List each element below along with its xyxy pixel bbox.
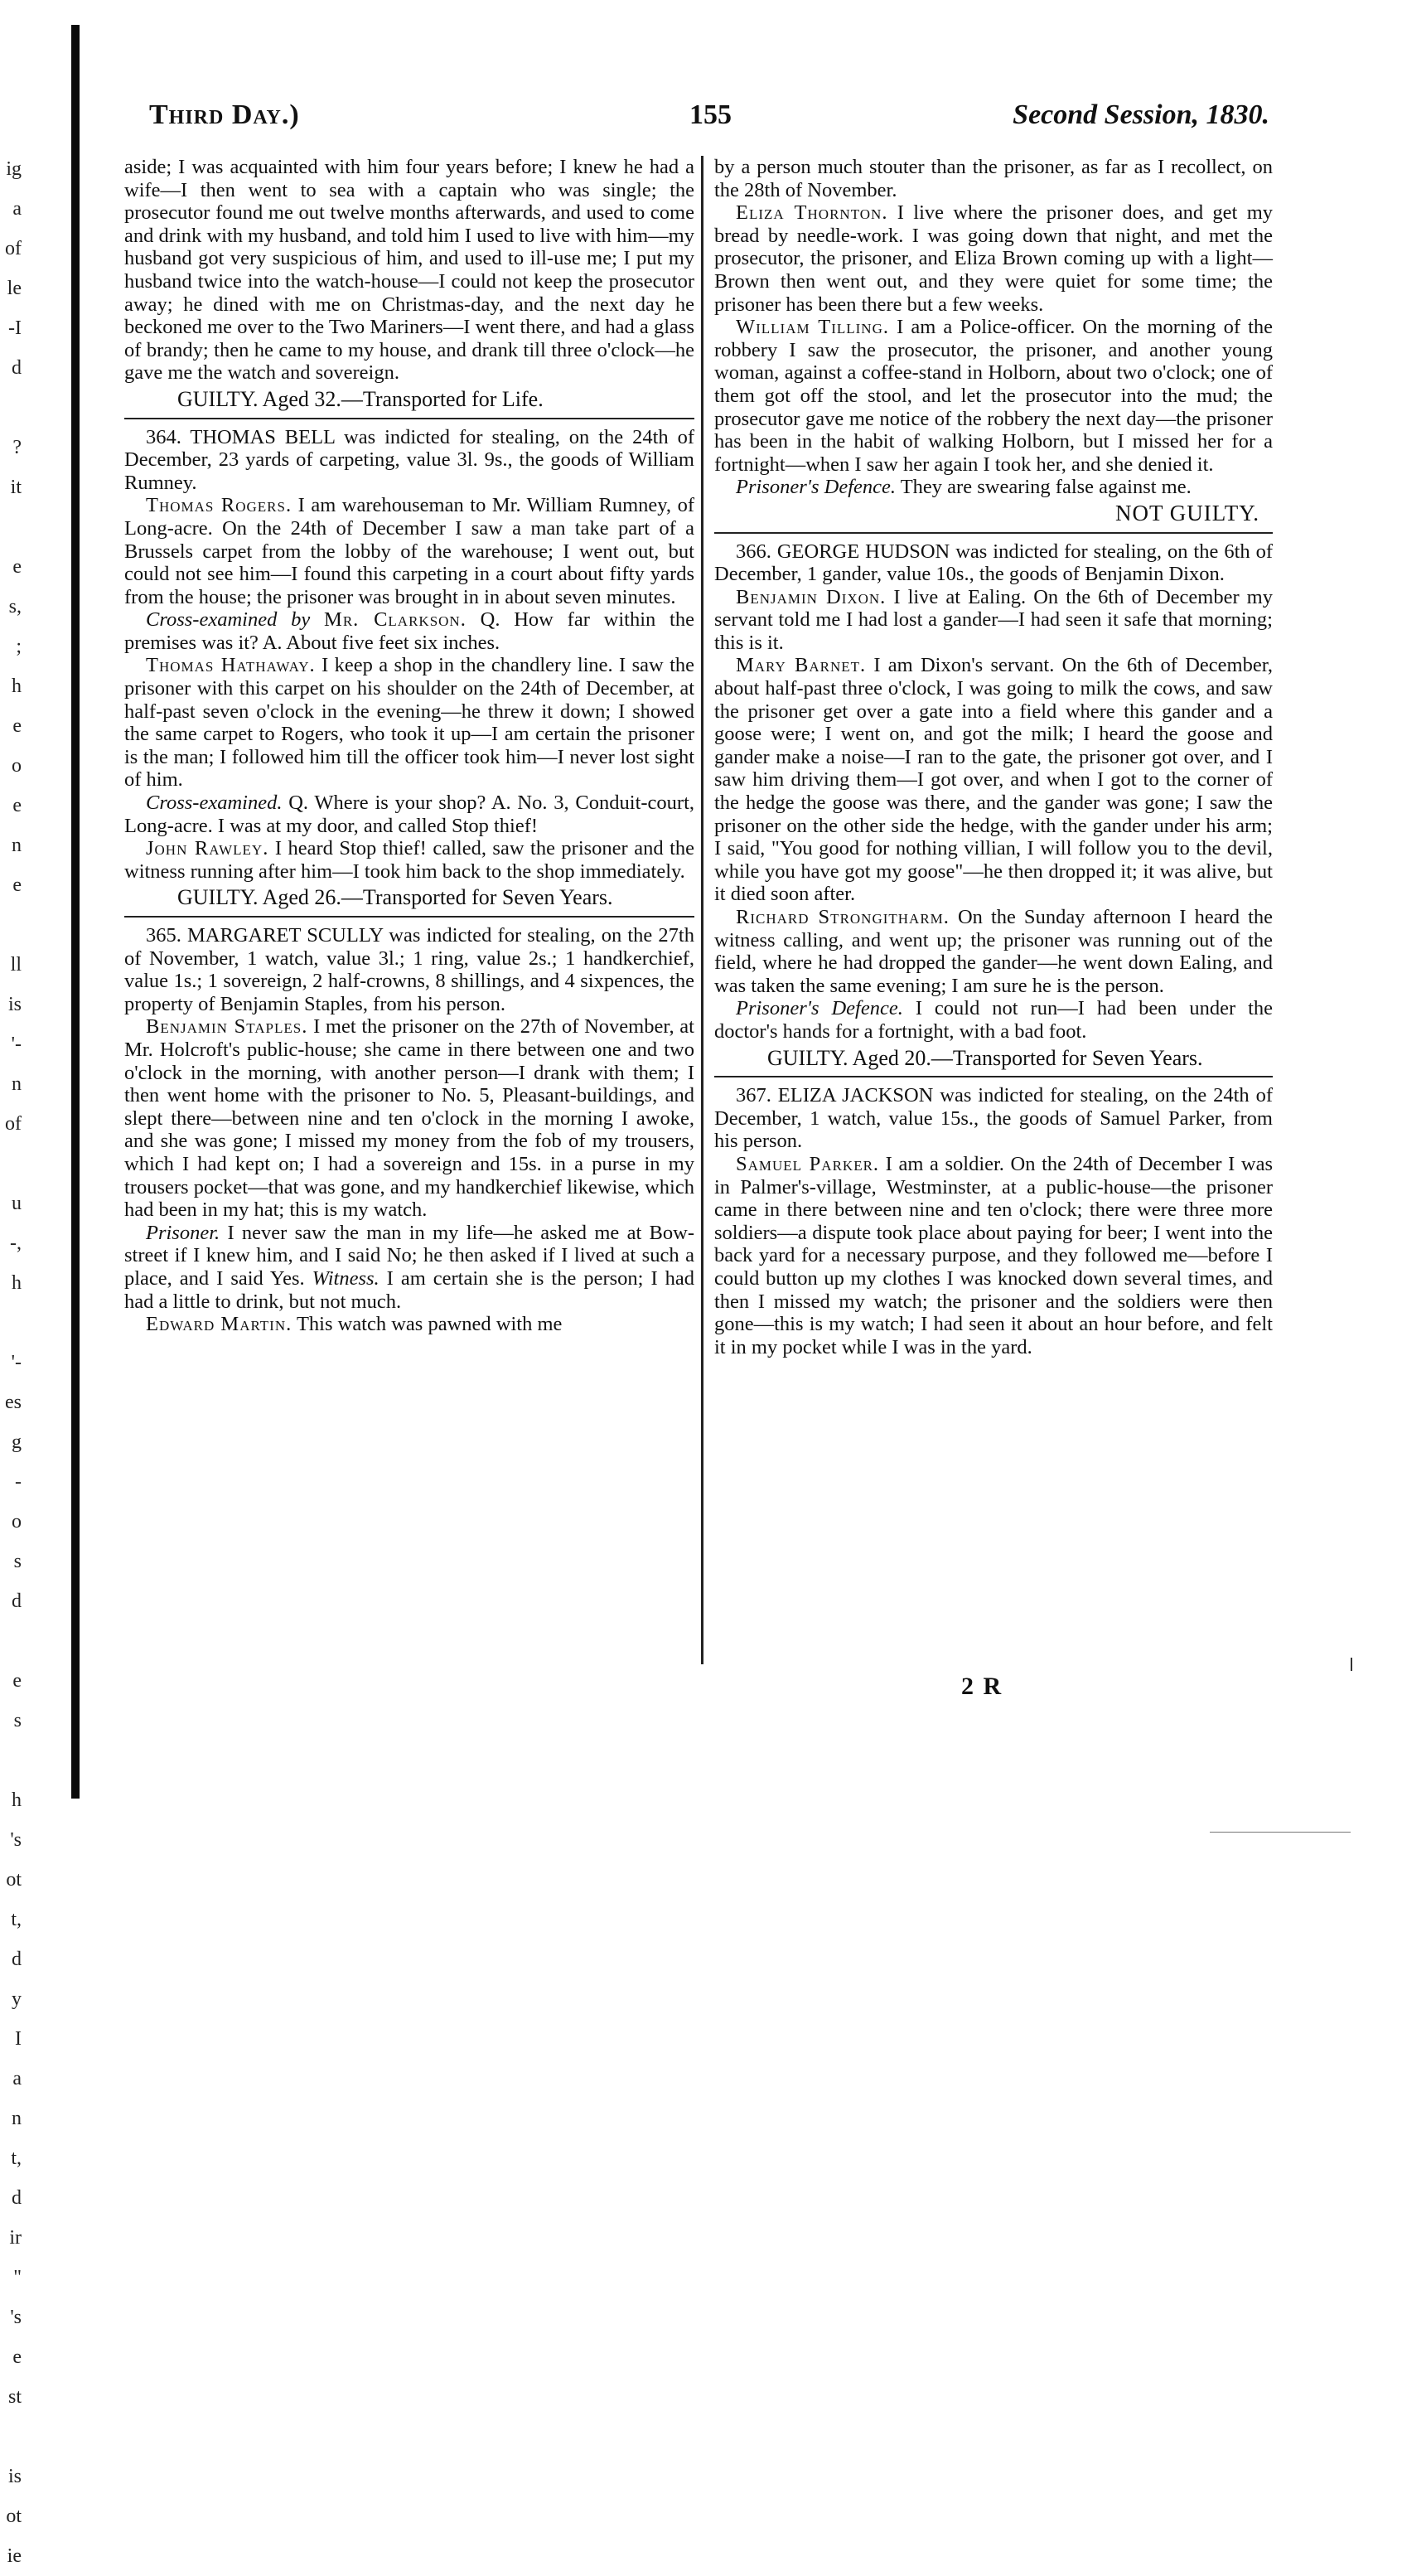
witness-name: Thomas Rogers. (146, 494, 292, 517)
bleed-fragment: d (12, 1591, 22, 1612)
testimony-text: I am certain she is the person; I had had a little to drink, but not much. (124, 1266, 694, 1313)
bleed-fragment: e (12, 556, 22, 578)
bleed-fragment: h (12, 675, 22, 697)
bleed-fragment: ll (10, 954, 22, 976)
running-head-left: Third Day.) (149, 99, 300, 130)
bleed-fragment: t, (11, 2147, 22, 2169)
case-separator (124, 418, 694, 419)
verdict: GUILTY. Aged 20.—Transported for Seven Years. (767, 1045, 1203, 1070)
bleed-fragment (0, 2417, 22, 2457)
bleed-fragment: '- (11, 1034, 22, 1055)
bleed-fragment: e (12, 715, 22, 737)
testimony-text: I am warehouseman to Mr. William Rumney, of Long-acre. On the 24th of December I saw a man take part of a Brussels carpet from the lobby of the warehouse; I went out, but could not see him—I found this carpeting in a court about fifty yards from the house; the prisoner was brought in in about seven minutes. (124, 494, 694, 608)
bleed-fragment (0, 388, 22, 428)
testimony-paragraph (714, 586, 1273, 655)
testimony-text: I keep a shop in the chandlery line. I saw the prisoner with this carpet on his shoulder on the 24th of December, at half-past seven o'clock in the evening—he threw it down; I showed the same carpet to Rogers, who took it up—I am certain the prisoner is the man; I followed him till the officer took him—I never lost sight of him. (124, 654, 694, 792)
bleed-fragment (0, 1741, 22, 1780)
witness-name: Benjamin Staples. (146, 1015, 308, 1039)
testimony-text: I met the prisoner on the 27th of November, at Mr. Holcroft's public-house; she came in there between one and two o'clock in the morning, with another person—I drank with them; I then went home with the prisoner to No. 5, Pleasant-buildings, and slept there—between nine and ten o'clock in the morning I awoke, and she was gone; I missed my money from the fob of my trousers, which I had kept on; I had a sovereign and 15s. in a purse in my trousers pocket—that was gone, and my handkerchief likewise, which had been in my hat; this is my watch. (124, 1015, 694, 1222)
bleed-fragment: -, (10, 1232, 22, 1254)
bleed-fragment: a (12, 198, 22, 220)
bleed-fragment: e (12, 874, 22, 896)
bleed-fragment: it (10, 477, 22, 498)
bleed-fragment: - (15, 1471, 22, 1493)
testimony-paragraph (124, 494, 694, 608)
case-heading: 365. MARGARET SCULLY was indicted for stealing, on the 27th of November, 1 watch, value 3l.; 1 ring, value 2s.; 1 handkerchief, value 1s.; 1 sovereign, 2 half-crowns, 8 shillings, and 4 sixpences, the property of Benjamin Staples, from his person. (124, 924, 694, 1015)
bleed-fragment: of (5, 1113, 22, 1135)
bleed-fragment: ir (9, 2227, 22, 2249)
case-separator (714, 1076, 1273, 1077)
witness-name: John Rawley. (146, 837, 269, 860)
left-column (124, 156, 694, 1336)
case-separator (714, 532, 1273, 534)
bleed-fragment: st (7, 2386, 22, 2408)
testimony-text: They are swearing false against me. (900, 476, 1192, 499)
testimony-text: This watch was pawned with me (296, 1313, 563, 1336)
witness-name: Richard Strongitharm. (736, 906, 950, 928)
testimony-paragraph (714, 201, 1273, 316)
witness-name: Samuel Parker. (736, 1152, 880, 1175)
bleed-fragment: s, (8, 596, 22, 617)
testimony-text: Q. How far within the premises was it? A. About five feet six inches. (124, 608, 694, 654)
bleed-fragment: t, (11, 1909, 22, 1930)
testimony-text: I am a Police-officer. On the morning of the robbery I saw the prosecutor, the prisoner, and another young woman, against a coffee-stand in Holborn, about two o'clock; one of them got off the stool, and let the prosecutor into the mud; the prosecutor gave me notice of the robbery the next day—the prisoner has been in the habit of walking Holborn, but I missed her for a fortnight—when I saw her again I took her, and she denied it. (714, 316, 1274, 476)
bleed-fragment: e (12, 795, 22, 816)
page-binding-edge (71, 25, 80, 1799)
case-separator (124, 916, 694, 918)
printer-signature-mark: 2 R (961, 1673, 1003, 1700)
testimony-paragraph (124, 1313, 694, 1336)
bleed-fragment: o (12, 755, 22, 777)
bleed-fragment (0, 507, 22, 547)
page-header (149, 99, 1269, 141)
bleed-fragment: le (7, 278, 22, 299)
bleed-fragment: a (12, 2068, 22, 2089)
bleed-fragment: d (12, 357, 22, 379)
bleed-fragment: of (5, 238, 22, 259)
testimony-paragraph (124, 792, 694, 837)
witness-name: Mary Barnet. (736, 654, 867, 677)
cross-exam-label: Cross-examined. (146, 792, 283, 815)
right-column (714, 156, 1273, 1358)
bleed-fragment (0, 905, 22, 945)
continued-testimony: by a person much stouter than the prisoner, as far as I recollect, on the 28th of November. (714, 156, 1273, 201)
defence-label: Prisoner's Defence. (736, 997, 903, 1020)
continued-testimony: aside; I was acquainted with him four years before; I knew he had a wife—I then went to sea with a captain who was single; the prosecutor found me out twelve months afterwards, and used to come and drink with my husband, and told him I used to live with him—my husband got very suspicious of him, and used to ill-use me; I put my husband twice into the watch-house—I could not keep the prosecutor away; he dined with me on Christmas-day, and the next day he beckoned me over to the Two Mariners—I went there, and had a glass of brandy; then he came to my house, and drank till three o'clock—he gave me the watch and sovereign. (124, 156, 694, 385)
prisoner-label: Prisoner. (146, 1221, 220, 1244)
scan-speck (1210, 1832, 1351, 1833)
bleed-fragment: e (12, 2346, 22, 2368)
bleed-fragment: e (12, 1670, 22, 1692)
bleed-fragment: is (7, 994, 22, 1015)
testimony-paragraph (124, 654, 694, 792)
cross-exam-label: Cross-examined by (146, 608, 311, 632)
bleed-fragment: n (12, 2108, 22, 2129)
facing-page-bleed-text (0, 149, 22, 2576)
testimony-paragraph (714, 1153, 1273, 1358)
bleed-fragment: n (12, 1073, 22, 1095)
witness-name: Thomas Hathaway. (146, 654, 316, 677)
witness-name: Benjamin Dixon. (736, 585, 887, 608)
bleed-fragment: ? (12, 437, 22, 458)
bleed-fragment: ot (6, 1869, 22, 1891)
bleed-fragment: es (5, 1392, 22, 1413)
testimony-paragraph (714, 654, 1273, 906)
witness-name: Eliza Thornton. (736, 201, 888, 225)
bleed-fragment: ot (6, 2506, 22, 2527)
scan-speck (1351, 1658, 1352, 1671)
testimony-text: I never saw the man in my life—he asked me at Bow-street if I knew him, and I said No; he then asked if I lived at such a place, and I said Yes. (124, 1221, 694, 1290)
testimony-text: I heard Stop thief! called, saw the prisoner and the witness running after him—I took him back to the shop immediately. (124, 837, 694, 883)
verdict: GUILTY. Aged 26.—Transported for Seven Years. (177, 885, 613, 910)
bleed-fragment: s (13, 1710, 22, 1731)
bleed-fragment: ie (7, 2545, 22, 2567)
testimony-text: I am a soldier. On the 24th of December I was in Palmer's-village, Westminster, at a public-house—the prisoner came in there between nine and ten o'clock; there were three more soldiers—a dispute took place about paying for beer; I went into the back yard for a necessary purpose, and they followed me—before I could button up my clothes I was knocked down several times, and then I missed my watch; the prisoner and the soldiers were then gone—this is my watch; I had seen it about an hour before, and felt it in my pocket while I was in the yard. (714, 1152, 1273, 1358)
bleed-fragment: 's (10, 2307, 22, 2328)
testimony-paragraph (124, 1015, 694, 1221)
testimony-paragraph (124, 1222, 694, 1313)
verdict: NOT GUILTY. (1114, 500, 1259, 525)
bleed-fragment (0, 1144, 22, 1184)
bleed-fragment: d (12, 2187, 22, 2209)
testimony-paragraph (124, 608, 694, 654)
bleed-fragment: u (12, 1193, 22, 1214)
bleed-fragment: ; (16, 636, 22, 657)
testimony-paragraph (124, 837, 694, 883)
bleed-fragment: '- (11, 1352, 22, 1373)
testimony-text: I could not run—I had been under the doctor's hands for a fortnight, with a bad foot. (714, 997, 1273, 1043)
bleed-fragment (0, 1303, 22, 1343)
testimony-text: I live at Ealing. On the 6th of December my servant told me I had lost a gander—I had seen it safe that morning; this is it. (714, 585, 1273, 654)
witness-name: Edward Martin. (146, 1313, 292, 1336)
testimony-text: I live where the prisoner does, and get my bread by needle-work. I was going down that night, and met the prosecutor, the prisoner, and Eliza Brown coming up with a light—Brown then went out, and they were quiet for some time; the prisoner has been there but a few weeks. (714, 201, 1274, 316)
bleed-fragment: y (12, 1988, 22, 2010)
column-divider (701, 156, 703, 1664)
case-heading: 366. GEORGE HUDSON was indicted for stealing, on the 6th of December, 1 gander, value 10s., the goods of Benjamin Dixon. (714, 540, 1273, 586)
bleed-fragment: is (7, 2466, 22, 2487)
bleed-fragment: 's (10, 1829, 22, 1851)
page-number: 155 (689, 99, 732, 130)
testimony-paragraph (714, 997, 1273, 1043)
witness-label: Witness. (312, 1266, 380, 1290)
bleed-fragment: ig (6, 158, 22, 180)
testimony-paragraph (714, 316, 1273, 476)
testimony-text: On the Sunday afternoon I heard the witness calling, and went up; the prisoner was running out of the field, where he had dropped the gander—he went down Ealing, and was taken the same evening; I am sure he is the person. (714, 906, 1273, 997)
case-heading: 367. ELIZA JACKSON was indicted for stealing, on the 24th of December, 1 watch, value 15s., the goods of Samuel Parker, from his person. (714, 1084, 1273, 1153)
bleed-fragment: d (12, 1949, 22, 1970)
bleed-fragment (0, 1621, 22, 1661)
witness-name: William Tilling. (736, 316, 889, 339)
verdict: GUILTY. Aged 32.—Transported for Life. (177, 386, 544, 411)
case-heading: 364. THOMAS BELL was indicted for stealing, on the 24th of December, 23 yards of carpeting, value 3l. 9s., the goods of William Rumney. (124, 425, 694, 494)
testimony-paragraph (714, 906, 1273, 997)
bleed-fragment: h (12, 1789, 22, 1811)
bleed-fragment: o (12, 1511, 22, 1533)
counsel-name: Mr. Clarkson. (324, 608, 467, 632)
bleed-fragment: -I (8, 317, 22, 339)
defence-label: Prisoner's Defence. (736, 476, 897, 499)
testimony-paragraph (714, 476, 1273, 499)
bleed-fragment: s (13, 1551, 22, 1572)
bleed-fragment: I (15, 2028, 22, 2050)
running-head-right: Second Session, 1830. (1013, 99, 1269, 130)
bleed-fragment: " (13, 2267, 22, 2288)
bleed-fragment: g (12, 1431, 22, 1453)
bleed-fragment: n (12, 835, 22, 856)
testimony-text: I am Dixon's servant. On the 6th of December, about half-past three o'clock, I was going to milk the cows, and saw the prisoner get over a gate into a field where this gander and a goose were; I went on, and got the milk; I heard the goose and gander make a noise—I ran to the gate, the prisoner got over, and I saw him driving them—I got over, and when I got to the corner of the hedge the goose was there, and the gander was gone; I saw the prisoner on the other side the hedge, with the gander under his arm; I said, "You good for nothing villian, I will follow you to the devil, while you have got my goose"—he then dropped it; it was alive, but it died soon after. (714, 654, 1273, 906)
testimony-text: Q. Where is your shop? A. No. 3, Conduit-court, Long-acre. I was at my door, and called Stop thief! (124, 792, 694, 837)
bleed-fragment: h (12, 1272, 22, 1294)
